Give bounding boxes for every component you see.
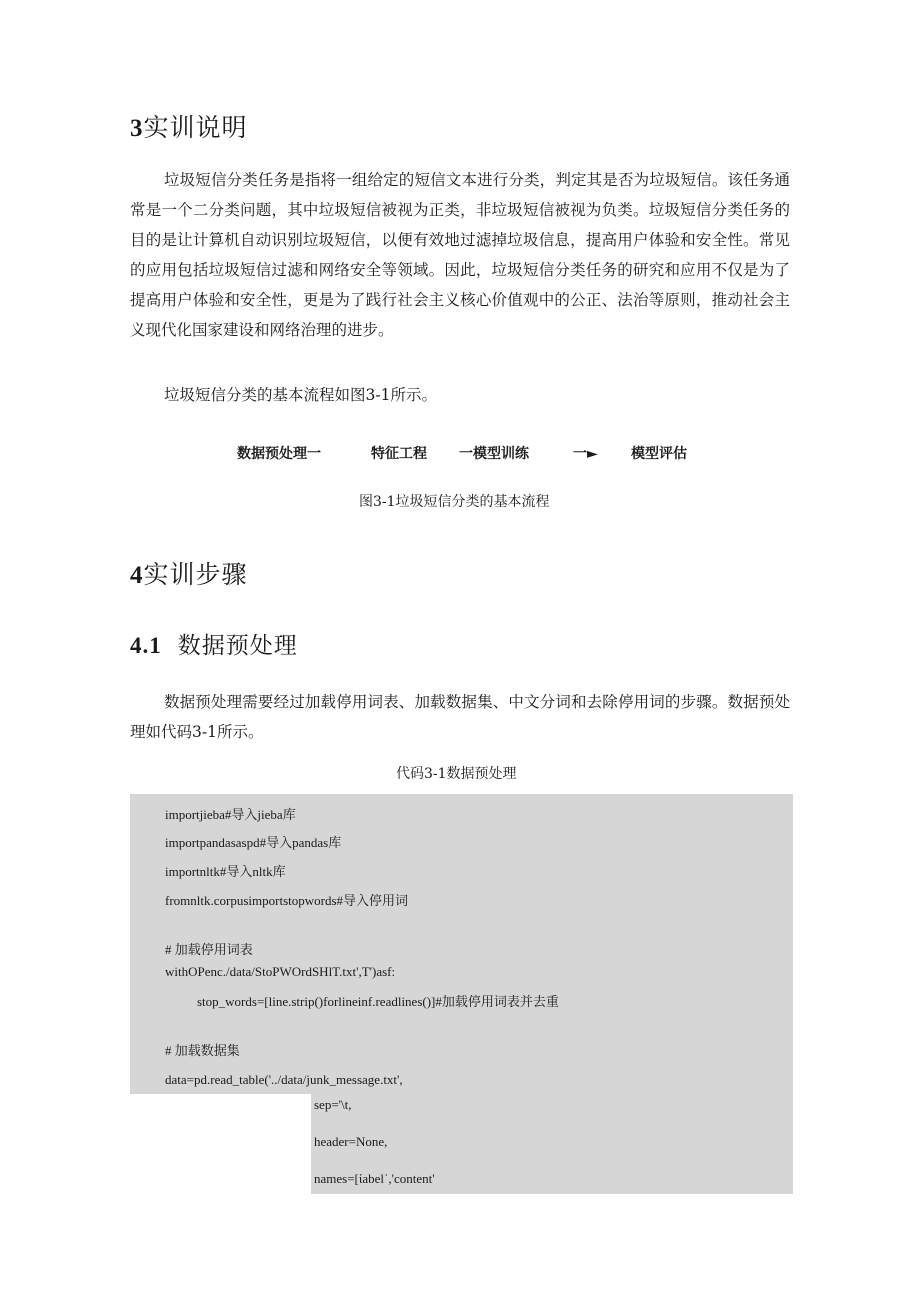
flow-step-preprocess: 数据预处理一 bbox=[237, 446, 321, 462]
flow-arrow: 一► bbox=[573, 446, 598, 462]
code-line: importjieba#导入jieba库 bbox=[165, 807, 296, 822]
flow-step-model-training: 一模型训练 bbox=[459, 446, 529, 462]
section-title: 实训步骤 bbox=[143, 560, 248, 589]
figure-caption: 图3-1垃圾短信分类的基本流程 bbox=[359, 494, 550, 510]
flow-step-model-evaluation: 模型评估 bbox=[631, 446, 687, 462]
code-line: names=[ίabelˈ,'content' bbox=[314, 1171, 435, 1186]
section-title: 实训说明 bbox=[143, 113, 248, 142]
flow-intro-paragraph: 垃圾短信分类的基本流程如图3-1所示。 bbox=[164, 386, 437, 404]
section-4-1-heading bbox=[130, 627, 298, 660]
section-4-heading bbox=[130, 555, 248, 591]
code-line: # 加载数据集 bbox=[165, 1043, 240, 1058]
code-line: importnltk#导入nltk库 bbox=[165, 864, 286, 879]
section-3-heading bbox=[130, 108, 248, 144]
intro-paragraph: 垃圾短信分类任务是指将一组给定的短信文本进行分类，判定其是否为垃圾短信。该任务通常是一个二分类问题，其中垃圾短信被视为正类，非垃圾短信被视为负类。垃圾短信分类任务的目的是让计算机自动识别垃圾短信，以便有效地过滤掉垃圾信息，提高用户体验和安全性。常见的应用包括垃圾短信过滤和网络安全等领域。因此，垃圾短信分类任务的研究和应用不仅是为了提高用户体验和安全性，更是为了践行社会主义核心价值观中的公正、法治等原则，推动社会主义现代化国家建设和网络治理的进步。 bbox=[130, 171, 790, 339]
code-caption: 代码3-1数据预处理 bbox=[396, 766, 517, 782]
flow-step-feature-engineering: 特征工程 bbox=[371, 446, 427, 462]
section-number: 4 bbox=[130, 562, 144, 589]
section-title: 数据预处理 bbox=[177, 633, 298, 659]
code-line: fromnltk.corpusimportstopwords#导入停用词 bbox=[165, 893, 409, 908]
section-number: 3 bbox=[130, 115, 144, 142]
code-line: importpandasaspd#导入pandas库 bbox=[165, 835, 342, 850]
code-block bbox=[130, 794, 793, 1094]
code-line: withOPenc./data/StoPWOrdSHlT.txt',T')asf: bbox=[165, 964, 396, 979]
preprocess-paragraph: 数据预处理需要经过加载停用词表、加载数据集、中文分词和去除停用词的步骤。数据预处理如代码3-1所示。 bbox=[130, 693, 790, 741]
code-line: data=pd.read_table('../data/junk_message.txt', bbox=[165, 1072, 403, 1087]
code-line: # 加载停用词表 bbox=[165, 942, 253, 957]
section-number: 4.1 bbox=[130, 633, 162, 658]
code-line: sep='\t, bbox=[314, 1097, 352, 1112]
code-line: header=None, bbox=[314, 1134, 388, 1149]
code-block-continued bbox=[311, 1094, 793, 1194]
code-line: stop_words=[line.strip()forlineinf.readlines()]#加载停用词表并去重 bbox=[197, 994, 559, 1009]
